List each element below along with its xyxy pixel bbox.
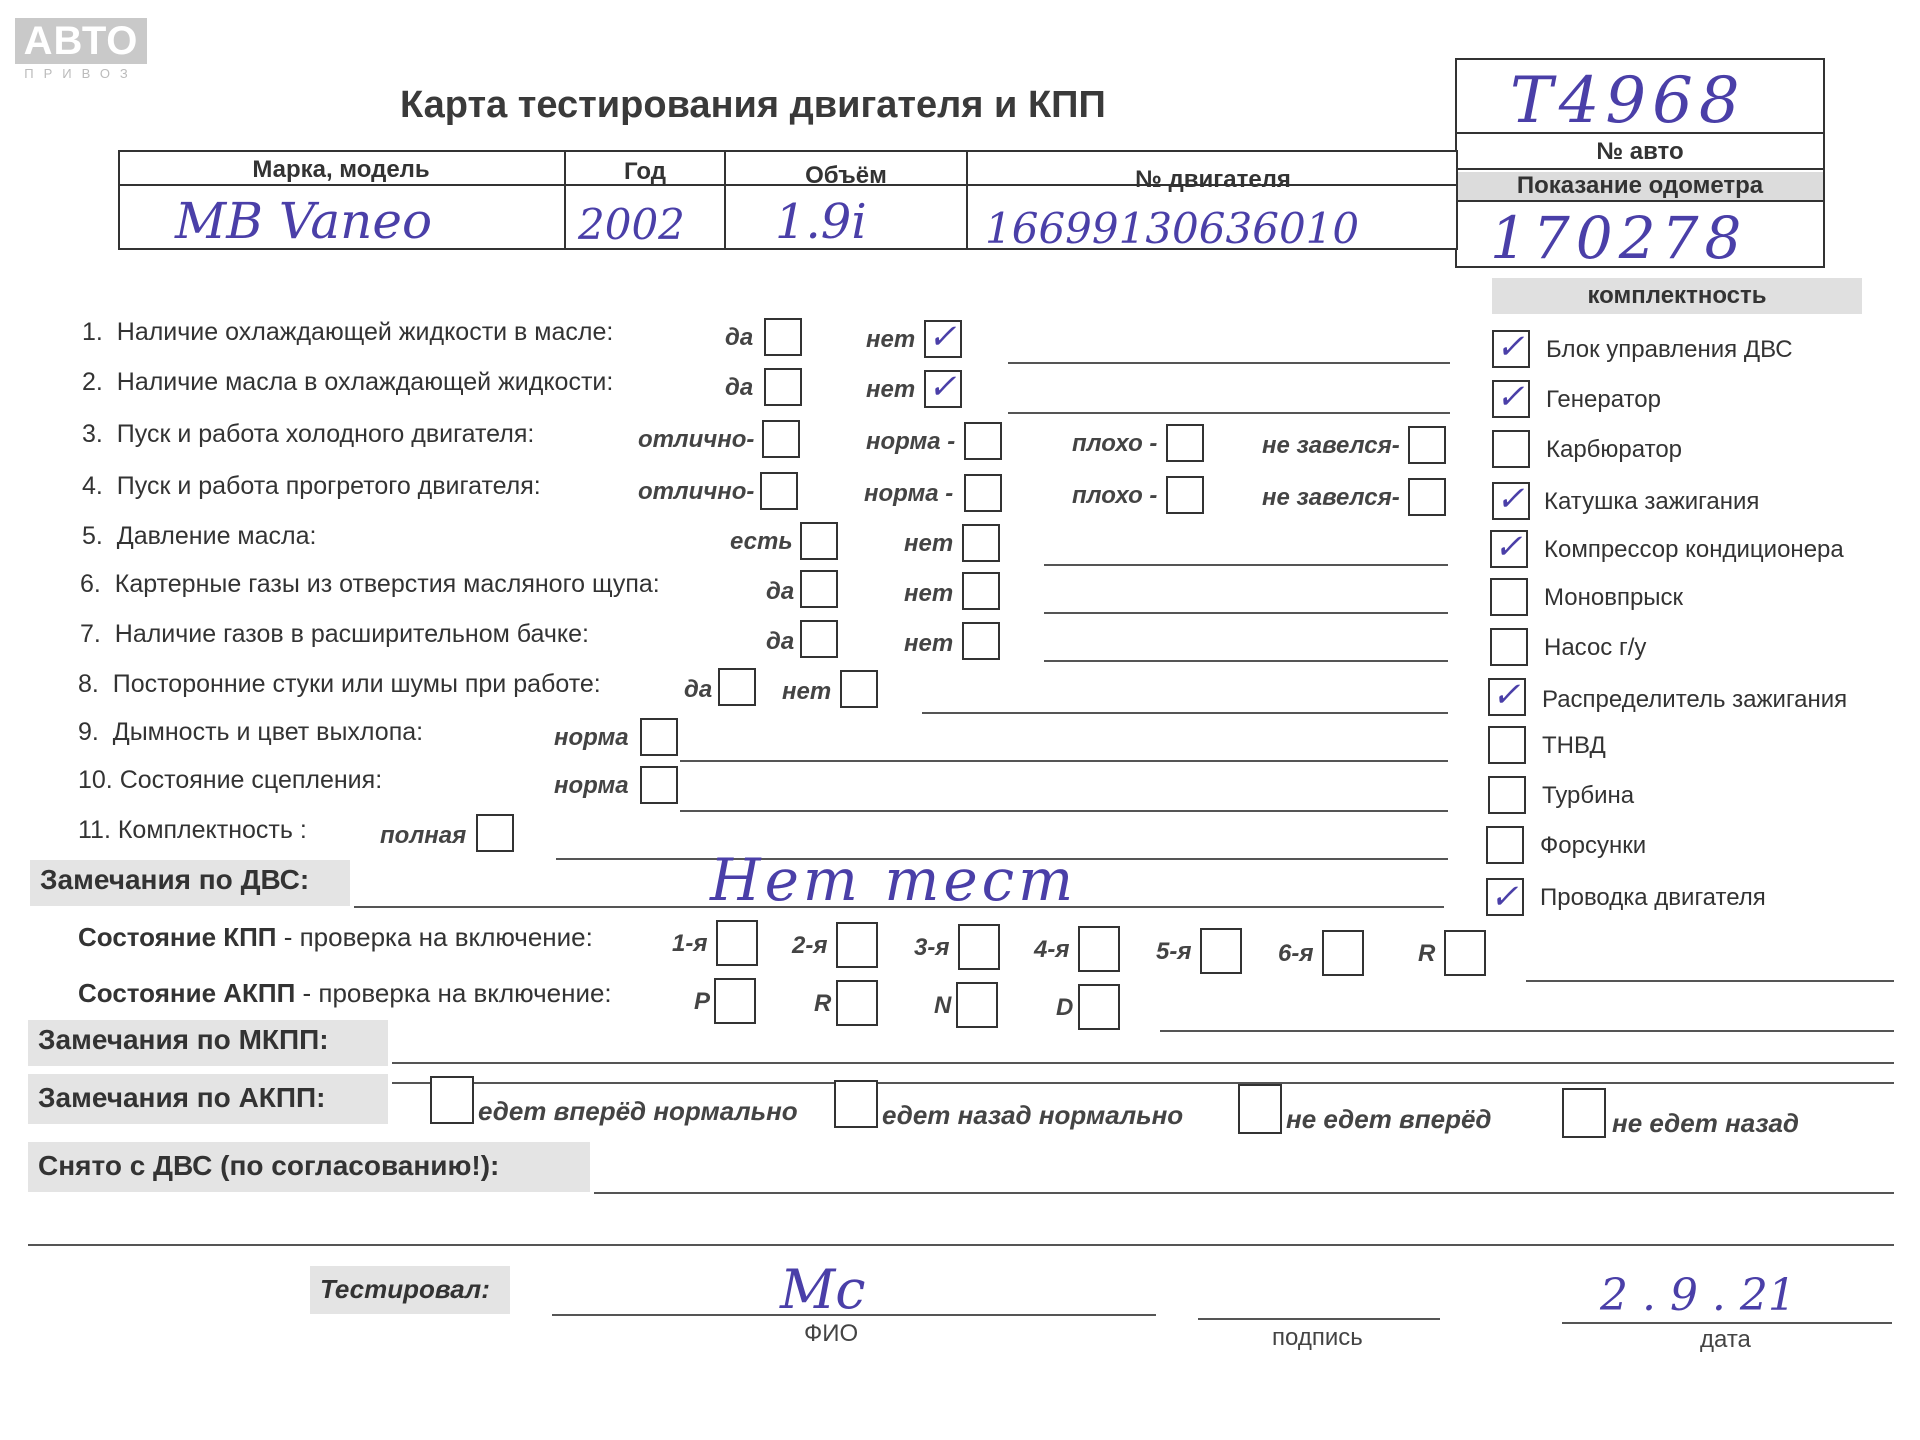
- fio-value: Мс: [780, 1258, 866, 1321]
- auto-back-fail-checkbox[interactable]: [1562, 1088, 1606, 1138]
- col-year-label: Год: [624, 158, 666, 185]
- kit-check-4: ✓: [1496, 479, 1525, 519]
- page-title: Карта тестирования двигателя и КПП: [400, 84, 1106, 126]
- manual-remarks-label: Замечания по МКПП:: [28, 1020, 388, 1066]
- auto-gear-n-checkbox[interactable]: [956, 982, 998, 1028]
- col-model-label: Марка, модель: [252, 156, 430, 183]
- kit-box-10[interactable]: [1488, 776, 1526, 814]
- q8: 8. Посторонние стуки или шумы при работе:: [78, 670, 601, 698]
- auto-forward-ok-label: едет вперёд нормально: [478, 1096, 798, 1126]
- kit-check-8: ✓: [1492, 675, 1521, 715]
- q11: 11. Комплектность :: [78, 816, 307, 844]
- q3-bad-label: плохо -: [1072, 430, 1158, 457]
- kit-label-4: Катушка зажигания: [1544, 488, 1760, 515]
- q2-yes-label: да: [725, 374, 754, 401]
- q5-no-label: нет: [904, 530, 954, 557]
- engine-remarks-label: Замечания по ДВС:: [30, 860, 350, 906]
- q11-full-label: полная: [380, 822, 467, 849]
- odometer-label: Показание одометра: [1457, 172, 1823, 200]
- logo: [15, 18, 147, 81]
- volume-value: 1.9i: [775, 194, 867, 250]
- q8-no-label: нет: [782, 678, 832, 705]
- q4-excellent-label: отлично-: [638, 478, 755, 505]
- auto-back-fail-label: не едет назад: [1612, 1108, 1800, 1138]
- kit-label-7: Насос г/у: [1544, 634, 1647, 661]
- q5-present-checkbox[interactable]: [800, 522, 838, 560]
- q3-nostart-label: не завелся-: [1262, 432, 1400, 459]
- auto-back-ok-label: едет назад нормально: [882, 1100, 1184, 1130]
- auto-gear-p-label: P: [694, 988, 711, 1015]
- q2: 2. Наличие масла в охлаждающей жидкости:: [82, 368, 614, 396]
- kit-check-5: ✓: [1494, 527, 1523, 567]
- kit-label-1: Блок управления ДВС: [1546, 336, 1793, 363]
- kit-label-8: Распределитель зажигания: [1542, 686, 1848, 713]
- signature-label: подпись: [1272, 1324, 1363, 1351]
- date-value: 2 . 9 . 21: [1600, 1270, 1796, 1321]
- auto-gearbox-label: Состояние АКПП - проверка на включение:: [78, 978, 612, 1008]
- kit-box-9[interactable]: [1488, 726, 1526, 764]
- q4-nostart-label: не завелся-: [1262, 484, 1400, 511]
- q8-yes-label: да: [684, 676, 713, 703]
- gear-r-label: R: [1418, 940, 1436, 967]
- gear-2-label: 2-я: [792, 932, 828, 959]
- gear-1-checkbox[interactable]: [716, 920, 758, 966]
- car-number-label: № авто: [1596, 138, 1684, 165]
- q6: 6. Картерные газы из отверстия масляного щупа:: [80, 570, 660, 598]
- q4-normal-label: норма -: [864, 480, 954, 507]
- q6-yes-label: да: [766, 578, 795, 605]
- auto-forward-ok-checkbox[interactable]: [430, 1076, 474, 1124]
- gear-6-label: 6-я: [1278, 940, 1314, 967]
- logo-sub: ПРИВОЗ: [24, 66, 138, 81]
- date-label: дата: [1700, 1326, 1751, 1353]
- kit-check-1: ✓: [1496, 327, 1525, 367]
- gear-3-label: 3-я: [914, 934, 950, 961]
- auto-gear-d-label: D: [1056, 994, 1074, 1021]
- gear-4-label: 4-я: [1034, 936, 1070, 963]
- q2-no-label: нет: [866, 376, 916, 403]
- gear-5-checkbox[interactable]: [1200, 928, 1242, 974]
- auto-gear-p-checkbox[interactable]: [714, 978, 756, 1024]
- q10: 10. Состояние сцепления:: [78, 766, 383, 794]
- kit-label-11: Форсунки: [1540, 832, 1647, 859]
- gear-1-label: 1-я: [672, 930, 708, 957]
- gear-5-label: 5-я: [1156, 938, 1192, 965]
- q4-excellent-checkbox[interactable]: [760, 472, 798, 510]
- car-number-value: T4968: [1510, 64, 1746, 138]
- kit-label-9: ТНВД: [1542, 732, 1606, 759]
- q10-norm-checkbox[interactable]: [640, 766, 678, 804]
- q5-present-label: есть: [730, 528, 793, 555]
- q6-no-checkbox[interactable]: [962, 572, 1000, 610]
- q11-full-checkbox[interactable]: [476, 814, 514, 852]
- q3: 3. Пуск и работа холодного двигателя:: [82, 420, 535, 448]
- q5: 5. Давление масла:: [82, 522, 317, 550]
- q9: 9. Дымность и цвет выхлопа:: [78, 718, 424, 746]
- q7-yes-label: да: [766, 628, 795, 655]
- q6-no-label: нет: [904, 580, 954, 607]
- col-volume-label: Объём: [805, 162, 887, 189]
- gearbox-label: Состояние КПП - проверка на включение:: [78, 922, 593, 952]
- gear-4-checkbox[interactable]: [1078, 926, 1120, 972]
- q1-no-label: нет: [866, 326, 916, 353]
- kit-box-11[interactable]: [1486, 826, 1524, 864]
- kit-box-6[interactable]: [1490, 578, 1528, 616]
- q3-normal-label: норма -: [866, 428, 956, 455]
- q1-yes-checkbox[interactable]: [764, 318, 802, 356]
- auto-forward-fail-checkbox[interactable]: [1238, 1084, 1282, 1134]
- q10-norm-label: норма: [554, 772, 629, 799]
- q4-normal-checkbox[interactable]: [964, 474, 1002, 512]
- kit-label-6: Моновпрыск: [1544, 584, 1684, 611]
- q3-normal-checkbox[interactable]: [964, 422, 1002, 460]
- kit-title: комплектность: [1492, 278, 1862, 314]
- auto-gear-n-label: N: [934, 992, 952, 1019]
- kit-label-3: Карбюратор: [1546, 436, 1683, 463]
- col-engine-no-label: № двигателя: [1135, 166, 1291, 193]
- fio-label: ФИО: [804, 1320, 859, 1347]
- q8-yes-checkbox[interactable]: [718, 668, 756, 706]
- q3-excellent-checkbox[interactable]: [762, 420, 800, 458]
- year-value: 2002: [578, 200, 685, 249]
- kit-check-12: ✓: [1490, 877, 1519, 917]
- q3-excellent-label: отлично-: [638, 426, 755, 453]
- q4: 4. Пуск и работа прогретого двигателя:: [82, 472, 541, 500]
- engine-remarks-value: Нет тест: [710, 846, 1078, 914]
- kit-box-3[interactable]: [1492, 430, 1530, 468]
- q1: 1. Наличие охлаждающей жидкости в масле:: [82, 318, 614, 346]
- auto-gear-r-checkbox[interactable]: [836, 980, 878, 1026]
- q7: 7. Наличие газов в расширительном бачке:: [80, 620, 589, 648]
- q9-norm-label: норма: [554, 724, 629, 751]
- kit-label-5: Компрессор кондиционера: [1544, 536, 1844, 563]
- q1-yes-label: да: [725, 324, 754, 351]
- q7-no-checkbox[interactable]: [962, 622, 1000, 660]
- q3-bad-checkbox[interactable]: [1166, 424, 1204, 462]
- auto-gear-d-checkbox[interactable]: [1078, 984, 1120, 1030]
- q7-yes-checkbox[interactable]: [800, 620, 838, 658]
- logo-main: АВТО: [15, 18, 147, 64]
- q4-nostart-checkbox[interactable]: [1408, 478, 1446, 516]
- auto-back-ok-checkbox[interactable]: [834, 1080, 878, 1128]
- gear-r-checkbox[interactable]: [1444, 930, 1486, 976]
- kit-label-10: Турбина: [1542, 782, 1635, 809]
- kit-label-2: Генератор: [1546, 386, 1661, 413]
- q8-no-checkbox[interactable]: [840, 670, 878, 708]
- auto-gear-r-label: R: [814, 990, 832, 1017]
- gear-3-checkbox[interactable]: [958, 924, 1000, 970]
- q6-yes-checkbox[interactable]: [800, 570, 838, 608]
- q5-no-checkbox[interactable]: [962, 524, 1000, 562]
- q2-no-check-mark: ✓: [928, 367, 957, 407]
- q1-no-check-mark: ✓: [928, 317, 957, 357]
- gear-6-checkbox[interactable]: [1322, 930, 1364, 976]
- kit-check-2: ✓: [1496, 377, 1525, 417]
- auto-remarks-label: Замечания по АКПП:: [28, 1074, 388, 1124]
- q3-nostart-checkbox[interactable]: [1408, 426, 1446, 464]
- q9-norm-checkbox[interactable]: [640, 718, 678, 756]
- kit-box-7[interactable]: [1490, 628, 1528, 666]
- q4-bad-label: плохо -: [1072, 482, 1158, 509]
- odometer-value: 170278: [1490, 204, 1748, 272]
- engine-no-value: 16699130636010: [985, 204, 1360, 253]
- removed-label: Снято с ДВС (по согласованию!):: [28, 1142, 590, 1192]
- q2-yes-checkbox[interactable]: [764, 368, 802, 406]
- gear-2-checkbox[interactable]: [836, 922, 878, 968]
- kit-label-12: Проводка двигателя: [1540, 884, 1766, 911]
- tested-label: Тестировал:: [310, 1266, 510, 1314]
- auto-forward-fail-label: не едет вперёд: [1286, 1104, 1492, 1134]
- q7-no-label: нет: [904, 630, 954, 657]
- q4-bad-checkbox[interactable]: [1166, 476, 1204, 514]
- model-value: MB Vaneo: [175, 192, 433, 250]
